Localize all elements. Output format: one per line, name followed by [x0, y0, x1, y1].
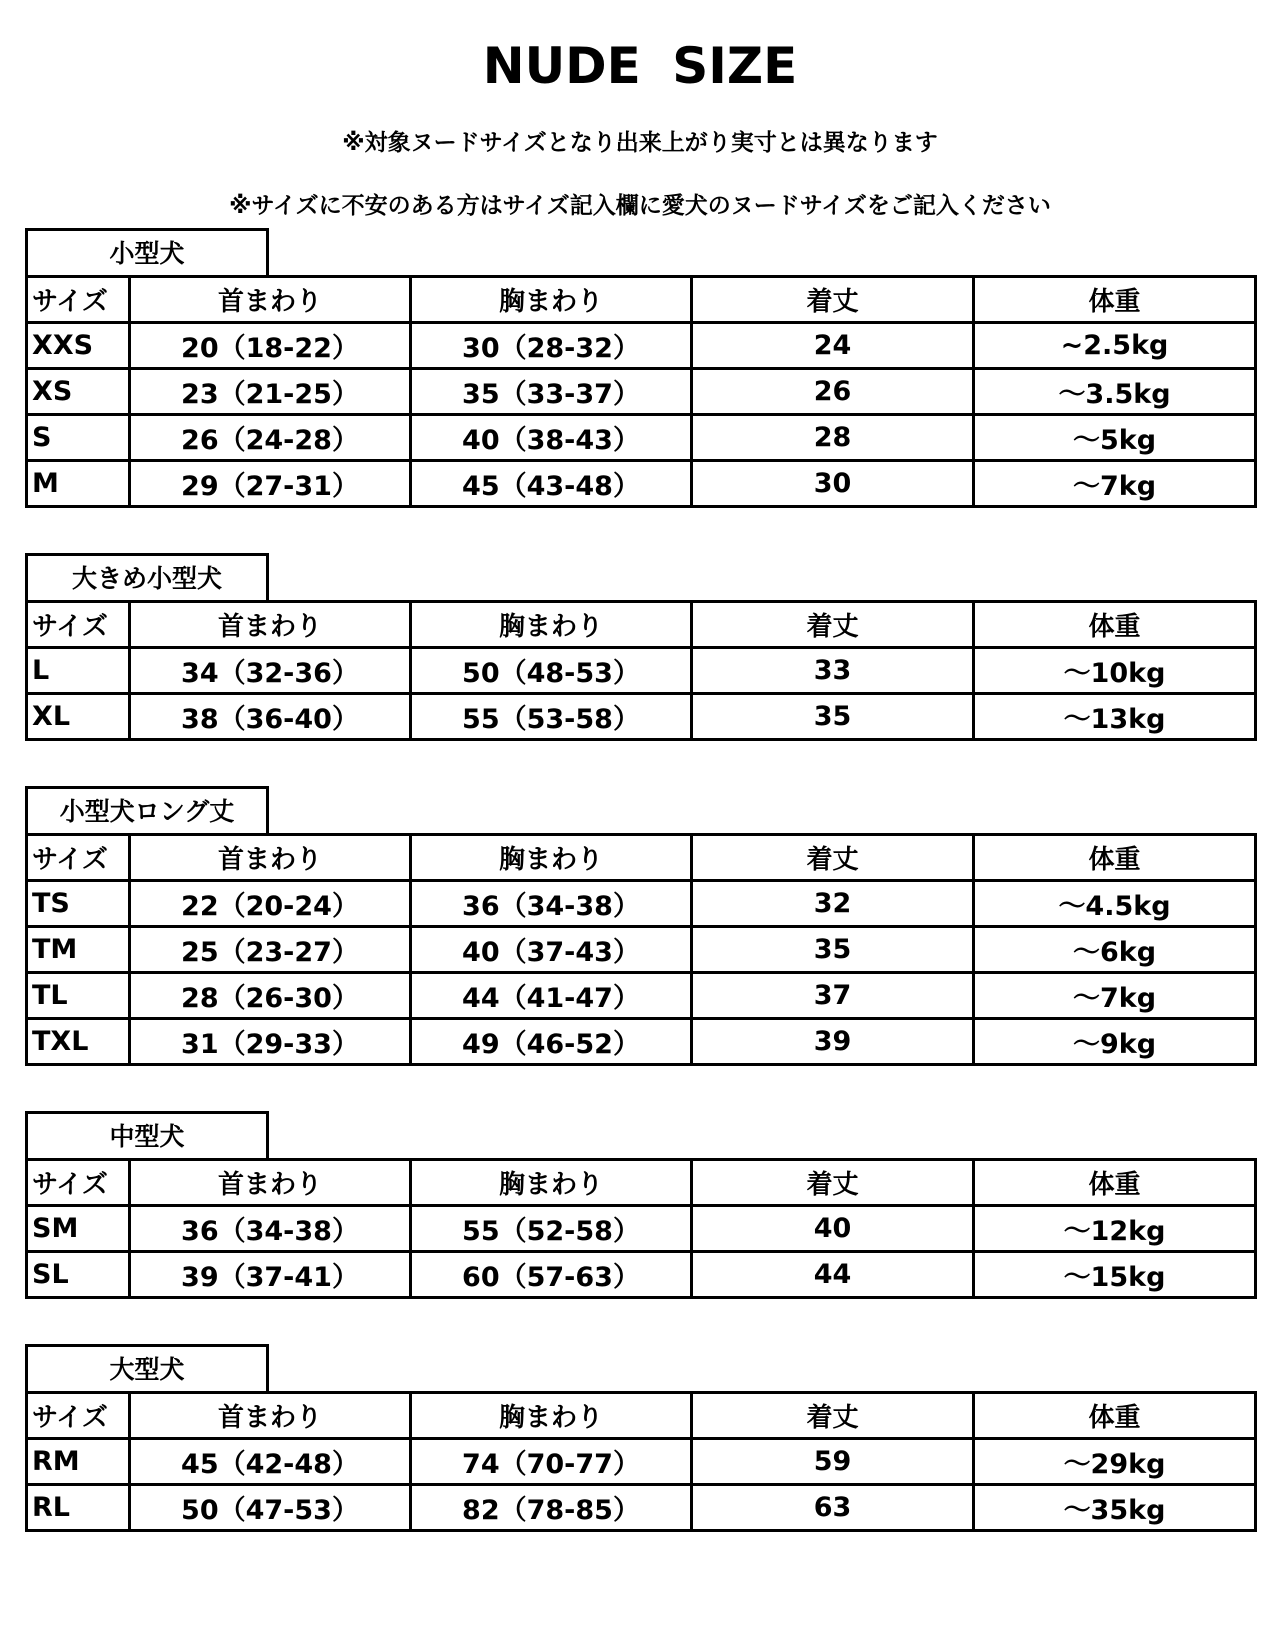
table-cell: 25（23-27） — [130, 927, 411, 973]
column-header: 胸まわり — [411, 277, 692, 323]
table-cell: 40 — [692, 1206, 974, 1252]
column-header: 体重 — [974, 1160, 1256, 1206]
note-size-entry: ※サイズに不安のある方はサイズ記入欄に愛犬のヌードサイズをご記入ください — [229, 193, 1051, 219]
table-cell: 35（33-37） — [411, 369, 692, 415]
table-cell: 28（26-30） — [130, 973, 411, 1019]
table-row — [27, 1252, 1256, 1298]
table-cell: 44（41-47） — [411, 973, 692, 1019]
size-name-cell: XXS — [27, 323, 130, 369]
section-label: 大きめ小型犬 — [25, 553, 269, 600]
table-cell: ～29kg — [974, 1439, 1256, 1485]
size-name-cell: TM — [27, 927, 130, 973]
column-header: サイズ — [27, 602, 130, 648]
column-header: 体重 — [974, 835, 1256, 881]
column-header: 着丈 — [692, 277, 974, 323]
table-cell: ～10kg — [974, 648, 1256, 694]
table-cell: 45（43-48） — [411, 461, 692, 507]
column-header: 体重 — [974, 277, 1256, 323]
size-table — [25, 833, 1257, 1066]
column-header: 首まわり — [130, 1393, 411, 1439]
size-table — [25, 600, 1257, 741]
table-row — [27, 927, 1256, 973]
section-label: 小型犬ロング丈 — [25, 786, 269, 833]
table-cell: 55（53-58） — [411, 694, 692, 740]
table-row — [27, 369, 1256, 415]
table-cell: ～15kg — [974, 1252, 1256, 1298]
column-header: サイズ — [27, 1160, 130, 1206]
table-row — [27, 1019, 1256, 1065]
table-row — [27, 1206, 1256, 1252]
table-cell: 35 — [692, 694, 974, 740]
column-header: 体重 — [974, 1393, 1256, 1439]
table-header-row — [27, 1393, 1256, 1439]
table-header-row — [27, 277, 1256, 323]
table-cell: ～7kg — [974, 461, 1256, 507]
column-header: 着丈 — [692, 602, 974, 648]
size-name-cell: TL — [27, 973, 130, 1019]
size-name-cell: M — [27, 461, 130, 507]
table-cell: 55（52-58） — [411, 1206, 692, 1252]
column-header: サイズ — [27, 277, 130, 323]
section-label: 中型犬 — [25, 1111, 269, 1158]
table-cell: 33 — [692, 648, 974, 694]
table-cell: 32 — [692, 881, 974, 927]
size-name-cell: XS — [27, 369, 130, 415]
table-cell: 23（21-25） — [130, 369, 411, 415]
column-header: 首まわり — [130, 835, 411, 881]
table-cell: 34（32-36） — [130, 648, 411, 694]
table-cell: 20（18-22） — [130, 323, 411, 369]
column-header: 着丈 — [692, 835, 974, 881]
table-cell: 39 — [692, 1019, 974, 1065]
table-cell: 40（37-43） — [411, 927, 692, 973]
table-cell: 74（70-77） — [411, 1439, 692, 1485]
table-cell: ～9kg — [974, 1019, 1256, 1065]
size-table — [25, 1158, 1257, 1299]
table-cell: ～35kg — [974, 1485, 1256, 1531]
table-cell: 60（57-63） — [411, 1252, 692, 1298]
table-row — [27, 461, 1256, 507]
table-row — [27, 694, 1256, 740]
table-cell: 45（42-48） — [130, 1439, 411, 1485]
size-table — [25, 1391, 1257, 1532]
table-cell: 40（38-43） — [411, 415, 692, 461]
table-cell: 26（24-28） — [130, 415, 411, 461]
column-header: 胸まわり — [411, 1160, 692, 1206]
table-cell: 82（78-85） — [411, 1485, 692, 1531]
table-cell: 31（29-33） — [130, 1019, 411, 1065]
table-cell: 28 — [692, 415, 974, 461]
table-row — [27, 881, 1256, 927]
page-title: NUDE SIZE — [482, 37, 798, 95]
table-cell: ～3.5kg — [974, 369, 1256, 415]
table-cell: ~2.5kg — [974, 323, 1256, 369]
size-name-cell: TXL — [27, 1019, 130, 1065]
table-cell: 36（34-38） — [411, 881, 692, 927]
table-cell: ～5kg — [974, 415, 1256, 461]
size-name-cell: XL — [27, 694, 130, 740]
table-cell: 63 — [692, 1485, 974, 1531]
table-cell: 49（46-52） — [411, 1019, 692, 1065]
table-cell: 59 — [692, 1439, 974, 1485]
column-header: サイズ — [27, 1393, 130, 1439]
table-header-row — [27, 835, 1256, 881]
note-actual-size: ※対象ヌードサイズとなり出来上がり実寸とは異なります — [342, 130, 938, 156]
table-row — [27, 1439, 1256, 1485]
table-cell: 26 — [692, 369, 974, 415]
size-name-cell: SL — [27, 1252, 130, 1298]
column-header: 着丈 — [692, 1160, 974, 1206]
column-header: 胸まわり — [411, 1393, 692, 1439]
table-cell: 30 — [692, 461, 974, 507]
table-cell: 37 — [692, 973, 974, 1019]
table-cell: 50（48-53） — [411, 648, 692, 694]
table-cell: 50（47-53） — [130, 1485, 411, 1531]
size-name-cell: S — [27, 415, 130, 461]
column-header: 胸まわり — [411, 602, 692, 648]
table-row — [27, 323, 1256, 369]
column-header: 首まわり — [130, 277, 411, 323]
column-header: 体重 — [974, 602, 1256, 648]
size-name-cell: TS — [27, 881, 130, 927]
table-cell: ～12kg — [974, 1206, 1256, 1252]
column-header: 首まわり — [130, 602, 411, 648]
column-header: 首まわり — [130, 1160, 411, 1206]
table-cell: ～7kg — [974, 973, 1256, 1019]
table-cell: 44 — [692, 1252, 974, 1298]
size-name-cell: RM — [27, 1439, 130, 1485]
table-row — [27, 415, 1256, 461]
column-header: 胸まわり — [411, 835, 692, 881]
table-cell: 29（27-31） — [130, 461, 411, 507]
column-header: 着丈 — [692, 1393, 974, 1439]
table-row — [27, 973, 1256, 1019]
section-label: 大型犬 — [25, 1344, 269, 1391]
table-cell: 39（37-41） — [130, 1252, 411, 1298]
table-cell: ～13kg — [974, 694, 1256, 740]
section-label: 小型犬 — [25, 228, 269, 275]
table-cell: 38（36-40） — [130, 694, 411, 740]
column-header: サイズ — [27, 835, 130, 881]
table-row — [27, 648, 1256, 694]
size-name-cell: SM — [27, 1206, 130, 1252]
table-cell: ～6kg — [974, 927, 1256, 973]
table-cell: ～4.5kg — [974, 881, 1256, 927]
table-cell: 22（20-24） — [130, 881, 411, 927]
table-row — [27, 1485, 1256, 1531]
table-header-row — [27, 1160, 1256, 1206]
table-header-row — [27, 602, 1256, 648]
size-table — [25, 275, 1257, 508]
table-cell: 30（28-32） — [411, 323, 692, 369]
size-name-cell: RL — [27, 1485, 130, 1531]
size-name-cell: L — [27, 648, 130, 694]
table-cell: 35 — [692, 927, 974, 973]
table-cell: 24 — [692, 323, 974, 369]
table-cell: 36（34-38） — [130, 1206, 411, 1252]
